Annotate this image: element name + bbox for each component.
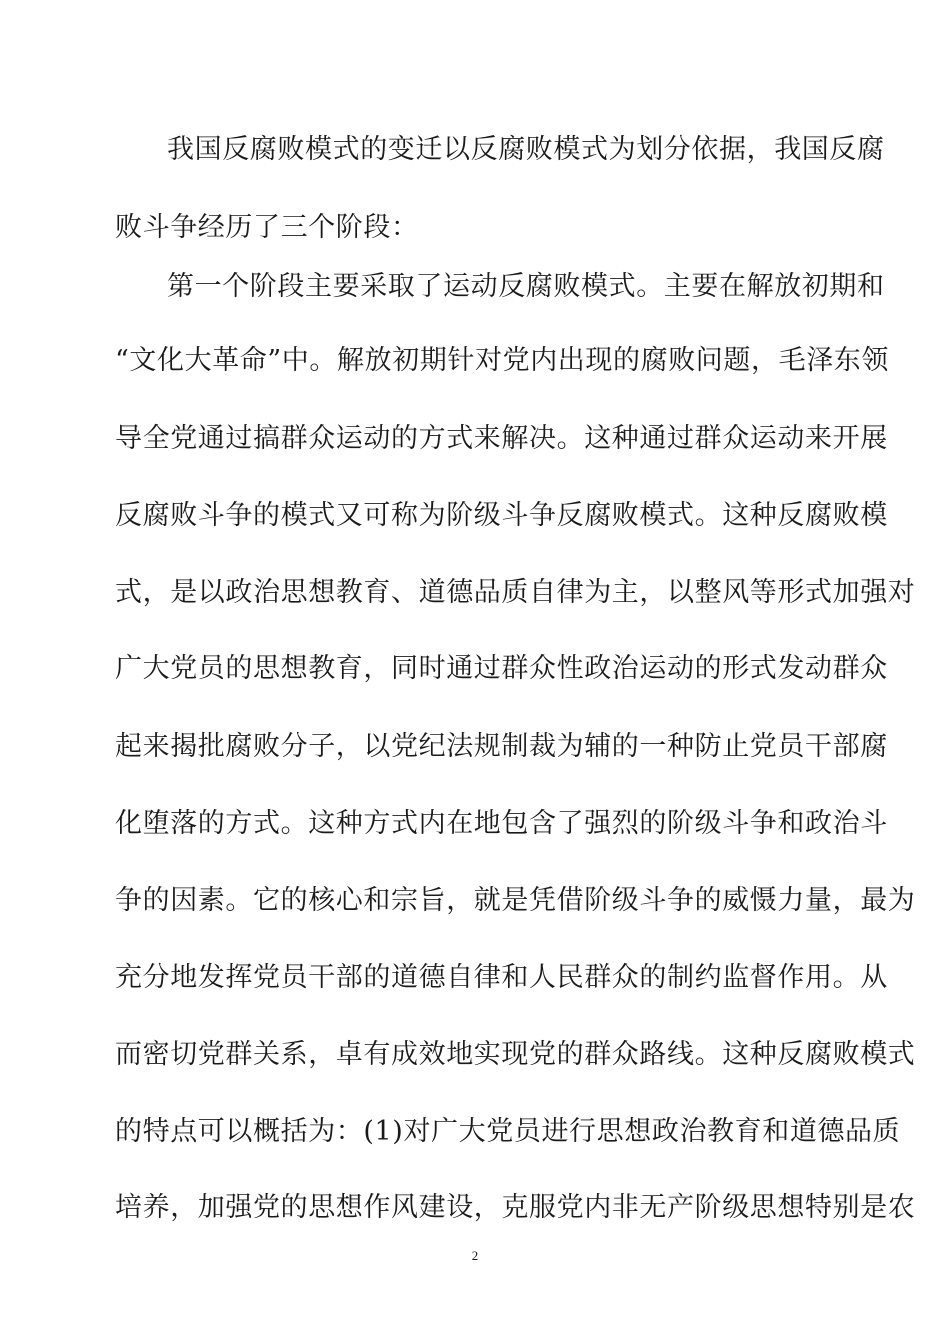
paragraph-1-line-2: 败斗争经历了三个阶段： [115, 212, 419, 243]
paragraph-2-line-3: 导全党通过搞群众运动的方式来解决。这种通过群众运动来开展 [115, 423, 888, 454]
paragraph-2-line-4: 反腐败斗争的模式又可称为阶级斗争反腐败模式。这种反腐败模 [115, 500, 888, 531]
paragraph-2-line-11: 而密切党群关系，卓有成效地实现党的群众路线。这种反腐败模式 [115, 1039, 916, 1070]
paragraph-2-line-10: 充分地发挥党员干部的道德自律和人民群众的制约监督作用。从 [115, 962, 888, 993]
paragraph-2-line-7: 起来揭批腐败分子，以党纪法规制裁为辅的一种防止党员干部腐 [115, 731, 888, 762]
paragraph-2-line-5: 式，是以政治思想教育、道德品质自律为主，以整风等形式加强对 [115, 577, 916, 608]
paragraph-2-line-1: 第一个阶段主要采取了运动反腐败模式。主要在解放初期和 [167, 271, 885, 302]
page-number: 2 [471, 1248, 479, 1263]
paragraph-2-line-2: “文化大革命”中。解放初期针对党内出现的腐败问题，毛泽东领 [115, 345, 890, 376]
paragraph-2-line-12: 的特点可以概括为：(1)对广大党员进行思想政治教育和道德品质 [115, 1116, 901, 1147]
paragraph-1-line-1: 我国反腐败模式的变迁以反腐败模式为划分依据，我国反腐 [167, 134, 885, 165]
paragraph-2-line-9: 争的因素。它的核心和宗旨，就是凭借阶级斗争的威慑力量，最为 [115, 885, 916, 916]
paragraph-2-line-13: 培养，加强党的思想作风建设，克服党内非无产阶级思想特别是农 [115, 1192, 916, 1223]
paragraph-2-line-6: 广大党员的思想教育，同时通过群众性政治运动的形式发动群众 [115, 653, 888, 684]
paragraph-2-line-8: 化堕落的方式。这种方式内在地包含了强烈的阶级斗争和政治斗 [115, 808, 888, 839]
